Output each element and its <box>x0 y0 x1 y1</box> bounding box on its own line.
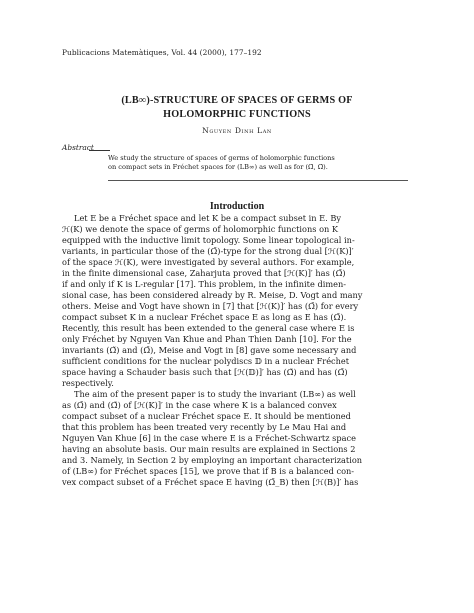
section-heading: Introduction <box>209 201 265 212</box>
body-line: that this problem has been treated very recently by Le Mau Hai and <box>62 422 347 432</box>
body-line: and 3. Namely, in Section 2 by employing an important characterization <box>62 455 363 465</box>
body-line: compact subset K in a nuclear Fréchet space E as long as E has (Ω̄). <box>62 312 347 322</box>
body-line: sufficient conditions for the nuclear polydiscs 𝔻 in a nuclear Fréchet <box>62 356 350 366</box>
author-name: Nguyen Dinh Lan <box>202 126 272 135</box>
body-line: Recently, this result has been extended to the general case where E is <box>62 323 355 333</box>
body-line: vex compact subset of a Fréchet space E having (Ω̄_B) then [ℋ(B)]′ has <box>62 477 359 487</box>
body-line: only Fréchet by Nguyen Van Khue and Phan Thien Danh [10]. For the <box>62 334 352 344</box>
paper-title-line-2: HOLOMORPHIC FUNCTIONS <box>163 109 311 120</box>
section-body <box>62 213 412 488</box>
abstract-rule <box>89 150 110 151</box>
body-line: others. Meise and Vogt have shown in [7] that [ℋ(K)]′ has (Ω̄) for every <box>62 301 359 311</box>
abstract-line: We study the structure of spaces of germs of holomorphic functions <box>108 154 335 162</box>
paper-title-line-1: (LB∞)-STRUCTURE OF SPACES OF GERMS OF <box>121 95 353 106</box>
body-line: respectively. <box>62 378 114 388</box>
abstract-text <box>108 154 408 171</box>
body-line: space having a Schauder basis such that [ℋ(𝔻)]′ has (Ω̃) and has (Ω̄) <box>62 367 348 377</box>
abstract-line: on compact sets in Fréchet spaces for (LB∞) as well as for (Ω̄, Ω̄). <box>108 162 328 171</box>
abstract-label: Abstract <box>62 143 94 152</box>
body-line: equipped with the inductive limit topology. Some linear topological in- <box>62 235 355 245</box>
body-line: of the space ℋ(K), were investigated by several authors. For example, <box>62 257 355 267</box>
body-line: compact subset of a nuclear Fréchet space E. It should be mentioned <box>62 411 351 421</box>
body-line: of (LB∞) for Fréchet spaces [15], we prove that if B is a balanced con- <box>62 466 355 476</box>
body-line: as (Ω̄) and (Ω̃) of [ℋ(K)]′ in the case where K is a balanced convex <box>62 400 337 410</box>
body-line: sional case, has been considered already by R. Meise, D. Vogt and many <box>62 290 363 300</box>
body-line: variants, in particular those of the (Ω̄)-type for the strong dual [ℋ(K)]′ <box>62 246 354 256</box>
body-line: if and only if K is L-regular [17]. This problem, in the infinite dimen- <box>62 279 347 289</box>
body-line: Nguyen Van Khue [6] in the case where E is a Fréchet-Schwartz space <box>62 433 356 443</box>
body-line: Let E be a Fréchet space and let K be a compact subset in E. By <box>74 213 342 223</box>
journal-header: Publicacions Matemàtiques, Vol. 44 (2000), 177–192 <box>62 48 262 57</box>
body-line: invariants (Ω̃) and (Ω̄), Meise and Vogt in [8] gave some necessary and <box>62 345 357 355</box>
abstract-divider <box>108 180 408 181</box>
body-line: The aim of the present paper is to study the invariant (LB∞) as well <box>74 389 356 399</box>
body-line: in the finite dimensional case, Zaharjuta proved that [ℋ(K)]′ has (Ω̄) <box>62 268 346 278</box>
body-line: ℋ(K) we denote the space of germs of holomorphic functions on K <box>62 224 339 234</box>
body-line: having an absolute basis. Our main results are explained in Sections 2 <box>62 444 356 454</box>
